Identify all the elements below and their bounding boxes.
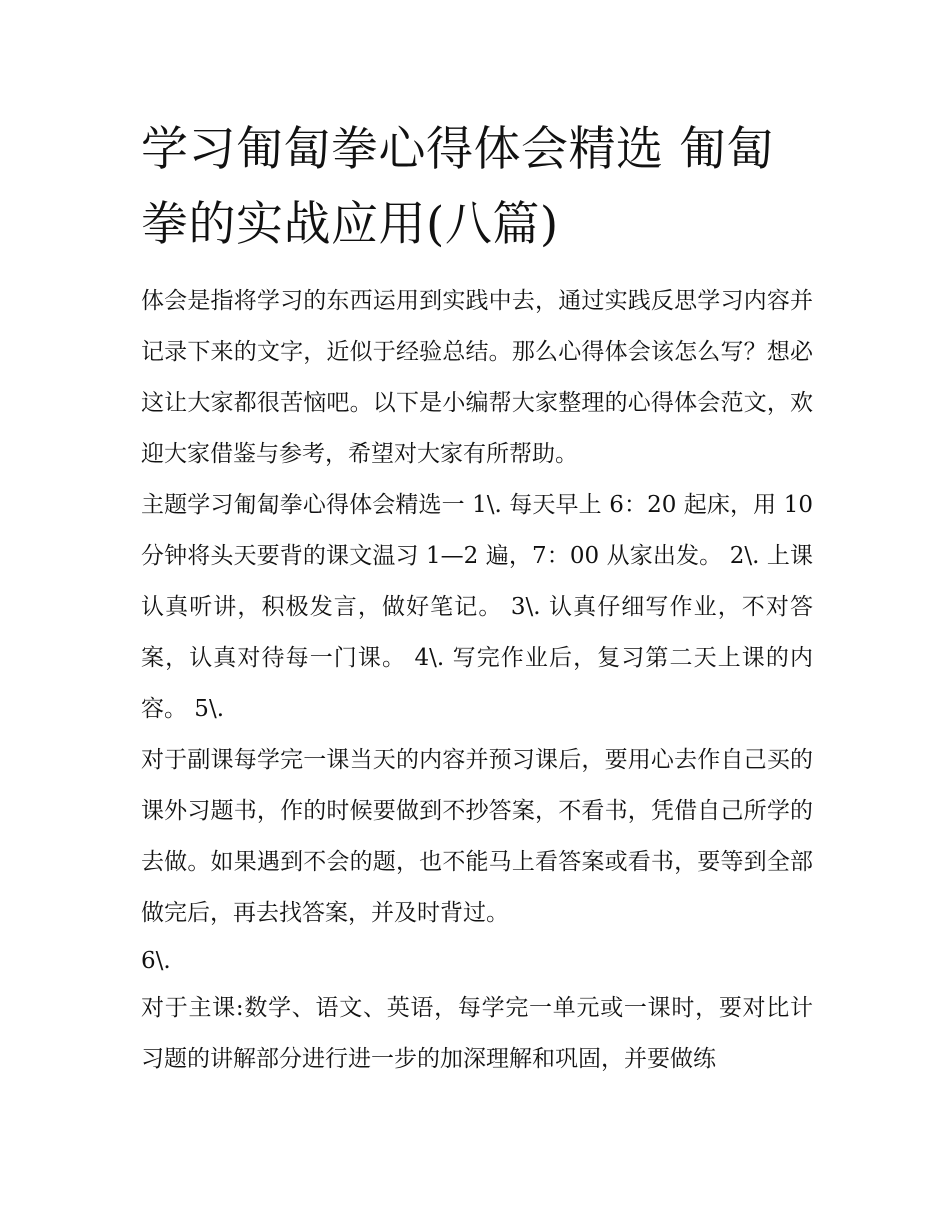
- list-number: 6\.: [141, 948, 171, 974]
- body-paragraph: 主题学习匍匐拳心得体会精选一 1\. 每天早上 6：20 起床，用 10 分钟将头天要背的课文温习 1—2 遍，7：00 从家出发。 2\. 上课认真听讲，积极发言，做好笔记。 3\. 认真仔细写作业，不对答案，认真对待每一门课。 4\. 写完作业后，复习第二天上课的内容。 5\.: [141, 492, 813, 722]
- body-paragraph: 对于主课:数学、语文、英语，每学完一单元或一课时，要对比计习题的讲解部分进行进一步的加深理解和巩固，并要做练: [141, 995, 813, 1072]
- body-paragraph: 对于副课每学完一课当天的内容并预习课后，要用心去作自己买的课外习题书，作的时候要做到不抄答案，不看书，凭借自己所学的去做。如果遇到不会的题，也不能马上看答案或看书，要等到全部做完后，再去找答案，并及时背过。: [141, 747, 813, 926]
- document-page: [141, 112, 813, 1085]
- document-title: 学习匍匐拳心得体会精选 匍匐拳的实战应用(八篇): [141, 122, 774, 252]
- intro-paragraph: 体会是指将学习的东西运用到实践中去，通过实践反思学习内容并记录下来的文字，近似于经验总结。那么心得体会该怎么写？想必这让大家都很苦恼吧。以下是小编帮大家整理的心得体会范文，欢迎大家借鉴与参考，希望对大家有所帮助。: [141, 288, 813, 467]
